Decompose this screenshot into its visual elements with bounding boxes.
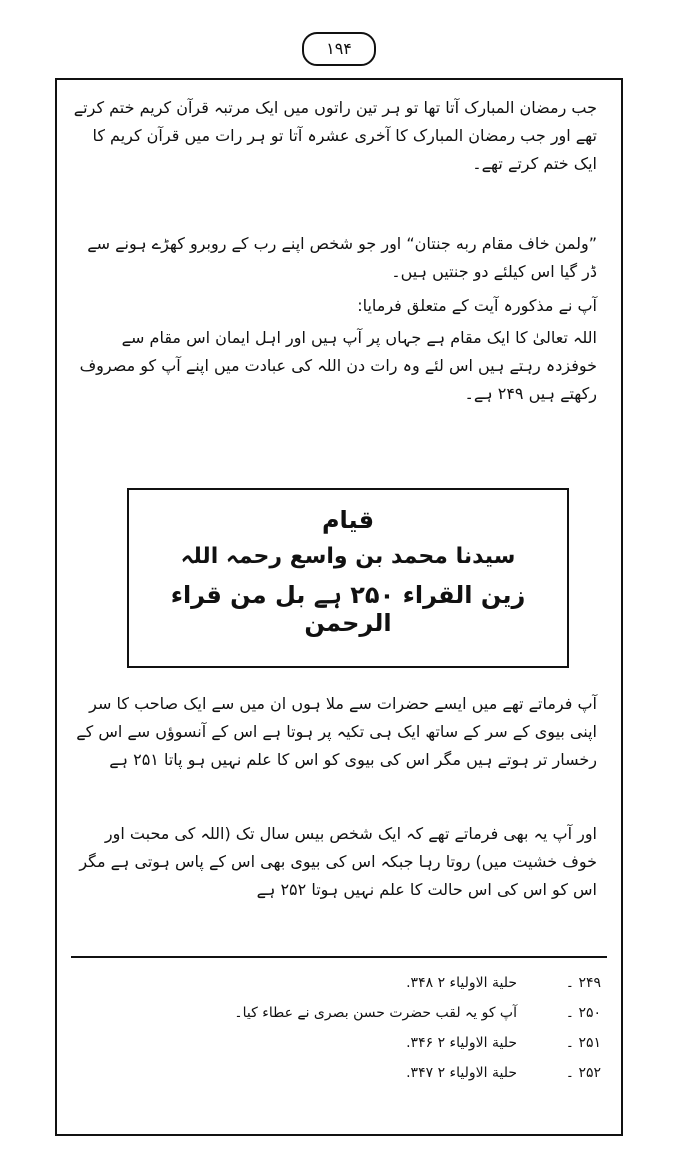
footnote-text: حلیة الاولیاء ۲ ۳۴۸. <box>406 975 517 991</box>
footnote-number: ۲۴۹ ۔ <box>565 975 601 991</box>
paragraph-saying-intro: آپ نے مذکورہ آیت کے متعلق فرمایا: <box>357 296 597 315</box>
footnote-item <box>71 1028 601 1058</box>
footnote-text: حلیة الاولیاء ۲ ۳۴۶. <box>406 1035 517 1051</box>
footnotes <box>71 968 601 1088</box>
paragraph-verse: ”ولمن خاف مقام ربه جنتان“ اور جو شخص اپنے رب کے روبرو کھڑے ہونے سے ڈر گیا اس کیلئے دو جنتیں ہیں۔ <box>87 234 597 281</box>
section-epithet: زین القراء ۲۵۰ ہے بل من قراء الرحمن <box>170 581 526 637</box>
footnote-number: ۲۵۰ ۔ <box>565 1005 601 1021</box>
footnote-text: آپ کو یہ لقب حضرت حسن بصری نے عطاء کیا۔ <box>234 1005 517 1021</box>
footnote-item <box>71 968 601 998</box>
page-number: ۱۹۴ <box>302 32 376 66</box>
paragraph-twenty-years: اور آپ یہ بھی فرماتے تھے کہ ایک شخص بیس سال تک (اللہ کی محبت اور خوف خشیت میں) روتا رہا جبکہ اس کی بیوی بھی اس کے پاس ہوتی ہے مگر اس کو اس کی اس حالت کا علم نہیں ہوتا ۲۵۲ ہے <box>79 824 597 899</box>
section-title: قیام <box>321 506 375 534</box>
paragraph-ramadan: جب رمضان المبارک آتا تھا تو ہر تین راتوں میں ایک مرتبہ قرآن کریم ختم کرتے تھے اور جب رمضان المبارک کا آخری عشرہ آتا تو ہر رات میں قرآن کریم کا ایک ختم کرتے تھے۔ <box>73 98 597 173</box>
section-subtitle: سیدنا محمد بن واسع رحمہ اللہ <box>180 544 516 569</box>
paragraph-maqam: اللہ تعالیٰ کا ایک مقام ہے جہاں پر آپ ہیں اور اہل ایمان اس مقام سے خوفزدہ رہتے ہیں اس لئے وہ رات دن اللہ کی عبادت میں اپنے آپ کو مصروف رکھتے ہیں ۲۴۹ ہے۔ <box>79 328 597 403</box>
paragraph-tears: آپ فرماتے تھے میں ایسے حضرات سے ملا ہوں ان میں سے ایک صاحب کا سر اپنی بیوی کے سر کے ساتھ ایک ہی تکیہ پر ہوتا ہے اس کے آنسوؤں سے اس کے رخسار تر ہوتے ہیں مگر اس کی بیوی کو اس کا علم نہیں ہو پاتا ۲۵۱ ہے <box>76 694 597 769</box>
section-heading-box <box>127 488 569 668</box>
footnote-item <box>71 1058 601 1088</box>
footnote-item <box>71 998 601 1028</box>
page-frame <box>55 78 623 1136</box>
footnote-divider <box>71 956 607 958</box>
footnote-text: حلیة الاولیاء ۲ ۳۴۷. <box>406 1065 517 1081</box>
footnote-number: ۲۵۲ ۔ <box>565 1065 601 1081</box>
footnote-number: ۲۵۱ ۔ <box>565 1035 601 1051</box>
